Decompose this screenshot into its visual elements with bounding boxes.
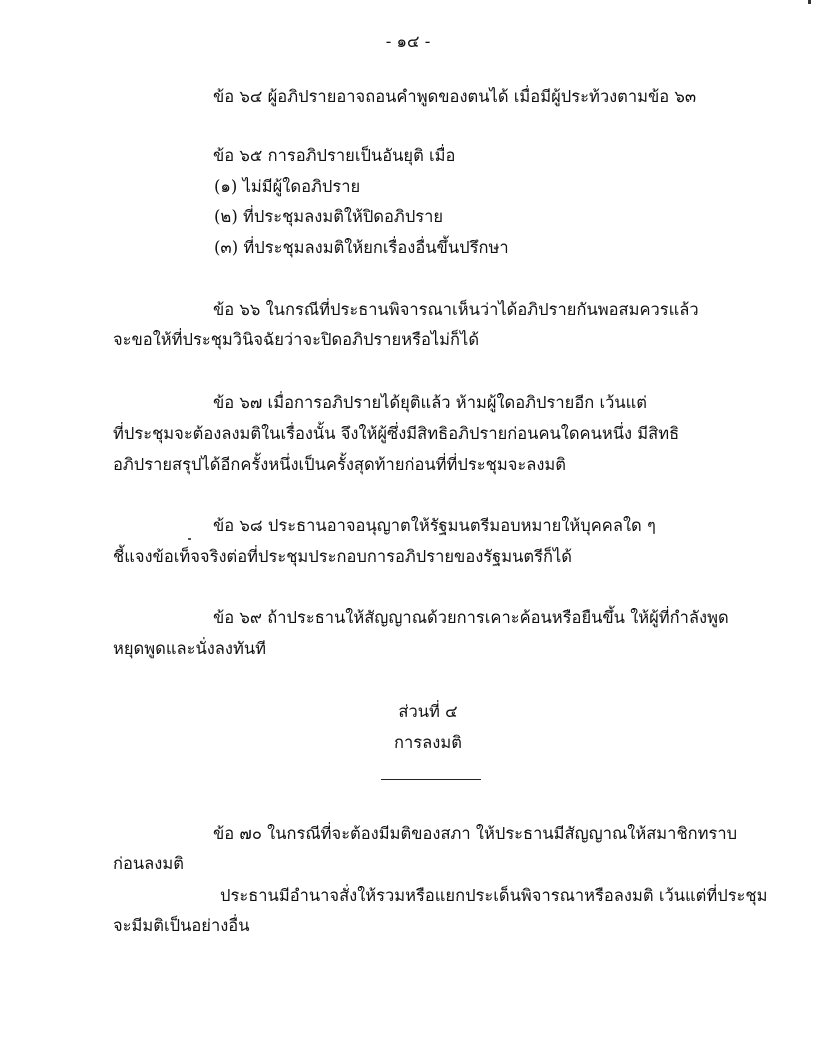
clause-65-item-1: (๑) ไม่มีผู้ใดอภิปราย xyxy=(214,177,361,196)
clause-65-item-3: (๓) ที่ประชุมลงมติให้ยกเรื่องอื่นขึ้นปรึกษา xyxy=(214,238,509,257)
clause-65-item-2: (๒) ที่ประชุมลงมติให้ปิดอภิปราย xyxy=(214,207,444,226)
section-divider xyxy=(381,779,481,780)
clause-67-line-2: ที่ประชุมจะต้องลงมติในเรื่องนั้น จึงให้ผู้ซึ่งมีสิทธิอภิปรายก่อนคนใดคนหนึ่ง มีสิทธิ xyxy=(113,424,680,443)
clause-66-line-2: จะขอให้ที่ประชุมวินิจฉัยว่าจะปิดอภิปรายหรือไม่ก็ได้ xyxy=(113,330,480,349)
clause-70-line-2: ก่อนลงมติ xyxy=(113,854,184,873)
clause-66-line-1: ข้อ ๖๖ ในกรณีที่ประธานพิจารณาเห็นว่าได้อภิปรายกันพอสมควรแล้ว xyxy=(213,300,699,319)
clause-70-line-4: จะมีมติเป็นอย่างอื่น xyxy=(113,916,250,935)
clause-68-line-2: ชี้แจงข้อเท็จจริงต่อที่ประชุมประกอบการอภิปรายของรัฐมนตรีก็ได้ xyxy=(113,547,572,566)
section-label: ส่วนที่ ๔ xyxy=(398,702,458,721)
clause-69-line-2: หยุดพูดและนั่งลงทันที xyxy=(113,639,266,658)
clause-67-line-1: ข้อ ๖๗ เมื่อการอภิปรายได้ยุติแล้ว ห้ามผู้ใดอภิปรายอีก เว้นแต่ xyxy=(213,393,648,412)
clause-69-line-1: ข้อ ๖๙ ถ้าประธานให้สัญญาณด้วยการเคาะค้อนหรือยืนขึ้น ให้ผู้ที่กำลังพูด xyxy=(213,608,729,627)
scan-edge-mark xyxy=(808,0,811,4)
clause-67-line-3: อภิปรายสรุปได้อีกครั้งหนึ่งเป็นครั้งสุดท้ายก่อนที่ที่ประชุมจะลงมติ xyxy=(113,455,566,474)
clause-65-heading: ข้อ ๖๕ การอภิปรายเป็นอันยุติ เมื่อ xyxy=(213,146,456,165)
scan-speck xyxy=(188,538,191,540)
clause-70-line-1: ข้อ ๗๐ ในกรณีที่จะต้องมีมติของสภา ให้ประธานมีสัญญาณให้สมาชิกทราบ xyxy=(213,824,738,843)
page-number: - ๑๔ - xyxy=(385,32,431,51)
clause-68-line-1: ข้อ ๖๘ ประธานอาจอนุญาตให้รัฐมนตรีมอบหมายให้บุคคลใด ๆ xyxy=(213,516,656,535)
section-title: การลงมติ xyxy=(394,733,462,752)
clause-70-line-3: ประธานมีอำนาจสั่งให้รวมหรือแยกประเด็นพิจารณาหรือลงมติ เว้นแต่ที่ประชุม xyxy=(220,886,768,905)
clause-64-line-1: ข้อ ๖๔ ผู้อภิปรายอาจถอนคำพูดของตนได้ เมื่อมีผู้ประท้วงตามข้อ ๖๓ xyxy=(213,87,697,106)
